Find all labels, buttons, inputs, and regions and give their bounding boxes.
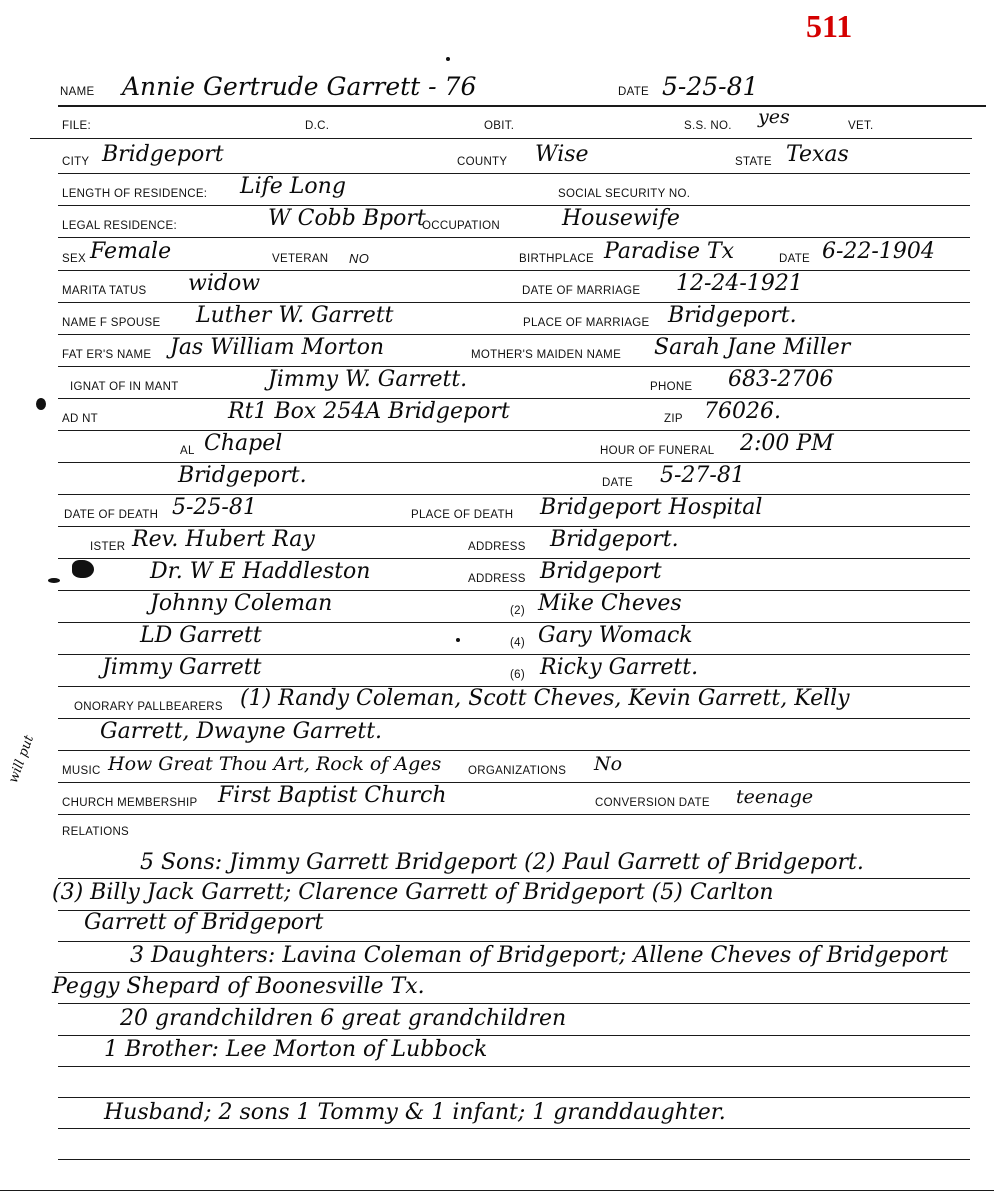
- occupation-label: OCCUPATION: [422, 220, 500, 232]
- rule-church: [58, 814, 970, 815]
- spouse-label: NAME F SPOUSE: [62, 317, 161, 329]
- file-label: FILE:: [62, 120, 91, 132]
- obit-label: OBIT.: [484, 120, 515, 132]
- marital-status-label: MARITA TATUS: [62, 285, 147, 297]
- veteran-label: VETERAN: [272, 253, 329, 265]
- rule-relations-10: [58, 1159, 970, 1160]
- sex-label: SEX: [62, 253, 86, 265]
- fathers-name-value: Jas William Morton: [170, 335, 385, 360]
- music-label: MUSIC: [62, 765, 101, 777]
- place-of-death-label: PLACE OF DEATH: [411, 509, 514, 521]
- organizations-label: ORGANIZATIONS: [468, 765, 567, 777]
- state-label: STATE: [735, 156, 772, 168]
- physician-value: Dr. W E Haddleston: [150, 559, 371, 584]
- state-value: Texas: [786, 142, 849, 167]
- birthplace-value: Paradise Tx: [604, 239, 735, 264]
- date-label: DATE: [618, 86, 650, 98]
- address-value: Rt1 Box 254A Bridgeport: [228, 399, 510, 424]
- date-value: 5-25-81: [662, 72, 759, 101]
- date-of-marriage-label: DATE OF MARRIAGE: [522, 285, 641, 297]
- rule-relations-8: [58, 1097, 970, 1098]
- minister-address-value: Bridgeport.: [550, 527, 679, 552]
- speck: [446, 57, 450, 61]
- place-of-marriage-label: PLACE OF MARRIAGE: [523, 317, 650, 329]
- place-of-death-value: Bridgeport Hospital: [540, 495, 763, 520]
- relations-line-1: 5 Sons: Jimmy Garrett Bridgeport (2) Paul Garrett of Bridgeport.: [140, 850, 864, 875]
- pallbearer-4: Gary Womack: [538, 623, 693, 648]
- fathers-name-label: FAT ER'S NAME: [62, 349, 152, 361]
- rule-residence: [58, 205, 970, 206]
- page-number: 511: [806, 8, 853, 44]
- music-value: How Great Thou Art, Rock of Ages: [108, 753, 442, 775]
- pallbearer-6-number: (6): [510, 669, 525, 681]
- pallbearer-4-number: (4): [510, 637, 525, 649]
- honorary-pallbearers-line2: Garrett, Dwayne Garrett.: [100, 719, 383, 744]
- dc-label: D.C.: [305, 120, 330, 132]
- funeral-place-label: AL: [180, 445, 195, 457]
- veteran-value: NO: [349, 251, 370, 266]
- speck: [456, 638, 460, 642]
- city-value: Bridgeport: [102, 142, 224, 167]
- top-border: [58, 105, 986, 107]
- place-of-marriage-value: Bridgeport.: [668, 303, 797, 328]
- marital-status-value: widow: [188, 271, 261, 296]
- relations-line-9: Husband; 2 sons 1 Tommy & 1 infant; 1 granddaughter.: [104, 1100, 726, 1125]
- date-of-death-label: DATE OF DEATH: [64, 509, 159, 521]
- relations-line-4: 3 Daughters: Lavina Coleman of Bridgeport; Allene Cheves of Bridgeport: [130, 943, 949, 968]
- hour-of-funeral-value: 2:00 PM: [740, 431, 834, 456]
- physician-address-value: Bridgeport: [540, 559, 662, 584]
- rule-relations-1: [58, 878, 970, 879]
- rule-music: [58, 782, 970, 783]
- relations-line-2: (3) Billy Jack Garrett; Clarence Garrett of Bridgeport (5) Carlton: [52, 880, 774, 905]
- birthplace-label: BIRTHPLACE: [519, 253, 595, 265]
- legal-residence-value: W Cobb Bport: [268, 206, 426, 231]
- pallbearer-2-number: (2): [510, 605, 525, 617]
- birth-date-value: 6-22-1904: [822, 239, 935, 264]
- rule-marital: [58, 302, 970, 303]
- margin-note: will put: [6, 733, 38, 786]
- date-of-death-value: 5-25-81: [172, 495, 257, 520]
- relations-line-6: 20 grandchildren 6 great grandchildren: [120, 1006, 567, 1031]
- burial-value: Bridgeport.: [178, 463, 307, 488]
- rule-relations-9: [58, 1128, 970, 1129]
- legal-residence-label: LEGAL RESIDENCE:: [62, 220, 177, 232]
- pallbearer-3: LD Garrett: [140, 623, 262, 648]
- mothers-maiden-name-label: MOTHER'S MAIDEN NAME: [471, 349, 622, 361]
- informant-value: Jimmy W. Garrett.: [268, 367, 468, 392]
- rule-relations-5: [58, 1003, 970, 1004]
- rule-honorary-2: [58, 750, 970, 751]
- organizations-value: No: [594, 753, 623, 775]
- rule-file: [30, 138, 972, 139]
- physician-address-label: ADDRESS: [468, 573, 526, 585]
- relations-line-7: 1 Brother: Lee Morton of Lubbock: [104, 1037, 488, 1062]
- funeral-place-value: Chapel: [204, 431, 283, 456]
- relations-line-5: Peggy Shepard of Boonesville Tx.: [52, 974, 425, 999]
- phone-label: PHONE: [650, 381, 693, 393]
- date-of-marriage-value: 12-24-1921: [676, 271, 803, 296]
- rule-relations-6: [58, 1035, 970, 1036]
- rule-city: [58, 173, 970, 174]
- rule-relations-3: [58, 941, 970, 942]
- ss-no-label: S.S. NO.: [684, 120, 732, 132]
- ink-smudge: [72, 560, 94, 578]
- minister-label: ISTER: [90, 541, 126, 553]
- spouse-value: Luther W. Garrett: [196, 303, 394, 328]
- occupation-value: Housewife: [562, 206, 680, 231]
- hour-of-funeral-label: HOUR OF FUNERAL: [600, 445, 715, 457]
- rule-legal: [58, 237, 970, 238]
- burial-date-label: DATE: [602, 477, 634, 489]
- county-label: COUNTY: [457, 156, 508, 168]
- rule-relations-7: [58, 1066, 970, 1067]
- sex-value: Female: [90, 239, 172, 264]
- church-membership-label: CHURCH MEMBERSHIP: [62, 797, 198, 809]
- bottom-border: [0, 1190, 994, 1191]
- county-value: Wise: [535, 142, 589, 167]
- pallbearer-1: Johnny Coleman: [150, 591, 333, 616]
- name-value: Annie Gertrude Garrett - 76: [122, 72, 477, 101]
- conversion-date-label: CONVERSION DATE: [595, 797, 710, 809]
- burial-date-value: 5-27-81: [660, 463, 745, 488]
- relations-line-3: Garrett of Bridgeport: [84, 910, 324, 935]
- informant-label: IGNAT OF IN MANT: [70, 381, 179, 393]
- honorary-pallbearers-line1: (1) Randy Coleman, Scott Cheves, Kevin Garrett, Kelly: [240, 686, 850, 711]
- ink-smudge: [36, 398, 46, 410]
- church-membership-value: First Baptist Church: [218, 783, 447, 808]
- mothers-maiden-name-value: Sarah Jane Miller: [654, 335, 851, 360]
- minister-value: Rev. Hubert Ray: [132, 527, 315, 552]
- address-label: AD NT: [62, 413, 98, 425]
- rule-informant: [58, 398, 970, 399]
- pallbearer-5: Jimmy Garrett: [102, 655, 262, 680]
- pallbearer-6: Ricky Garrett.: [540, 655, 699, 680]
- zip-value: 76026.: [704, 399, 781, 424]
- social-security-label: SOCIAL SECURITY NO.: [558, 188, 691, 200]
- ss-no-value: yes: [758, 106, 790, 128]
- zip-label: ZIP: [664, 413, 683, 425]
- city-label: CITY: [62, 156, 90, 168]
- length-of-residence-label: LENGTH OF RESIDENCE:: [62, 188, 208, 200]
- conversion-date-value: teenage: [736, 786, 814, 808]
- honorary-pallbearers-label: ONORARY PALLBEARERS: [74, 701, 223, 713]
- minister-address-label: ADDRESS: [468, 541, 526, 553]
- pallbearer-2: Mike Cheves: [538, 591, 682, 616]
- phone-value: 683-2706: [728, 367, 834, 392]
- birth-date-label: DATE: [779, 253, 811, 265]
- ink-smudge: [48, 578, 60, 583]
- relations-label: RELATIONS: [62, 826, 130, 838]
- rule-relations-4: [58, 972, 970, 973]
- length-of-residence-value: Life Long: [240, 174, 346, 199]
- name-label: NAME: [60, 86, 95, 98]
- vet-label: VET.: [848, 120, 874, 132]
